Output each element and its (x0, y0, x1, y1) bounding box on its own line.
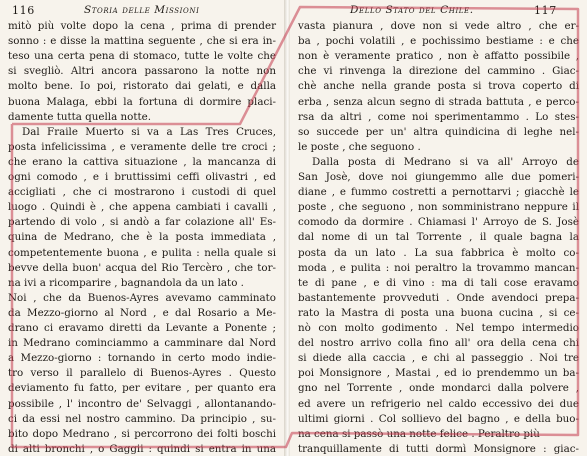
text-line: diane , e fummo costretti a pernottarvi ; giacchè le (298, 186, 579, 199)
text-line: si diede alla caccia , e chi al passeggio . Noi tre (298, 352, 579, 365)
text-line: buona Malaga, ebbi la fortuna di dormire placi- (8, 95, 276, 108)
text-line: possibile , l' incontro de' Selvaggi , allontanando- (8, 397, 276, 410)
text-line: so succede per un' altra quindicina di leghe nel- (298, 125, 579, 138)
right-running-head: Dello Stato del Chile. (350, 4, 474, 16)
text-line: quina de Medrano, che è la posta immediata , (8, 231, 276, 244)
text-line: sonno : e disse la mattina seguente , che si era in- (8, 35, 276, 48)
right-page (290, 0, 587, 456)
text-line: poi Monsignore , Mastai , ed io prendemmo un ba- (298, 367, 579, 380)
left-running-head: Storia delle Missioni (84, 4, 200, 16)
text-line: di alti bronchi , o Gaggii : quindi si entra in una (8, 442, 276, 455)
text-line: da Mezzo-giorno al Nord , e dal Rosario a Me- (8, 306, 276, 319)
text-line: nò con molto godimento . Nel tempo intermedio (298, 322, 579, 334)
text-line: molto bene. Io poi, ristorato dai gelati, e dalla (8, 80, 276, 93)
text-line: mitò più volte dopo la cena , prima di prender (8, 20, 276, 32)
text-line: del nostro arrivo colla fino all' ora della cena chi (298, 337, 579, 350)
text-line: che vi rinvenga la direzione del cammino . Giac- (298, 65, 579, 78)
text-line: ogni comodo , e i bruttissimi ceffi olivastri , ed (8, 171, 276, 183)
text-line: luogo . Quindi è , che appena cambiati i cavalli , (8, 201, 276, 214)
text-line: ed avere un refrigerio nel caldo eccessivo dei due (298, 397, 579, 410)
text-line: accigliati , che ci mostrarono i custodi di quel (8, 186, 276, 199)
text-line: San Josè, dove noi giungemmo alle due pomeri- (298, 171, 579, 183)
text-line: bevve della buon' acqua del Rio Tercèro , che tor- (8, 261, 276, 274)
text-line: Noi , che da Buenos-Ayres avevamo camminato (8, 291, 276, 304)
right-page-number: 117 (534, 4, 557, 17)
text-line: a Mezzo-giorno : tornando in certo modo indie- (8, 352, 276, 365)
text-line: na ivi a ricomparire , bagnandola da un lato . (8, 276, 244, 289)
text-line: rato la Mastra di posta una buona cucina , si ce- (298, 306, 579, 319)
text-line: teso una certa pena di stomaco, tutte le volte che (8, 50, 276, 63)
text-line: te di pane , e di vino : ma di tali cose eravamo (298, 276, 579, 289)
left-page-number: 116 (12, 4, 35, 17)
text-line: in Medrano cominciammo a camminare dal Nord (8, 337, 276, 350)
text-line: le poste , che seguono . (298, 140, 421, 153)
text-line: deviamento fu fatto, per evitare , per quanto era (8, 382, 276, 395)
text-line: non è veramente pratico , non è affatto possibile , (298, 50, 579, 63)
left-page-header (0, 2, 284, 18)
text-line: damente tutta quella notte. (8, 110, 151, 123)
text-line: si svegliò. Altri ancora passarono la notte non (8, 65, 276, 78)
text-line: rsa da altri , come noi sperimentammo . Lo stes- (298, 110, 579, 123)
right-page-header (290, 2, 587, 18)
text-line: Dal Fraile Muerto si va a Las Tres Cruces, (22, 125, 276, 138)
text-line: partendo di volo , si andò a far colazione all' Es- (8, 216, 276, 229)
text-line: competentemente buona , e pulita : nella quale si (8, 246, 276, 259)
text-line: posta infelicissima , e veramente delle tre croci ; (8, 140, 276, 153)
text-line: gno nel Torrente , onde mondarci dalla polvere , (298, 382, 579, 395)
text-line: vasta pianura , dove non si vede altro , che er- (298, 20, 579, 32)
text-line: ba , pochi volatili , e pochissimo bestiame : e che (298, 35, 579, 48)
text-line: drano ci eravamo diretti da Levante a Ponente ; (8, 322, 276, 334)
text-line: tranquillamente di tutti dormì Monsignore : giac- (298, 442, 579, 455)
text-line: moda , e pulita : noi peraltro la trovammo mancan- (298, 261, 579, 274)
text-line: na cena si passò una notte felice . Peraltro più (298, 427, 540, 440)
text-line: bito dopo Medrano , si percorrono dei folti boschi (8, 427, 276, 440)
text-line: bastantemente provveduti . Onde avendoci prepa- (298, 291, 579, 304)
left-page (0, 0, 284, 456)
text-line: ultimi giorni . Col sollievo del bagno , e della buo- (298, 412, 579, 425)
text-line: poste , che seguono , non somministrano neppure il (298, 201, 579, 214)
text-line: Dalla posta di Medrano si va all' Arroyo de (312, 155, 579, 168)
text-line: chè anche nella grande posta si trova coperto di (298, 80, 579, 93)
text-line: posta da un lato . La sua fabbrica è molto co- (298, 246, 579, 259)
text-line: ci da essi nel nostro cammino. Da principio , su- (8, 412, 276, 425)
text-line: erba , senza alcun segno di strada battuta , e perco- (298, 95, 579, 108)
text-line: tro verso il parallelo di Buenos-Ayres . Questo (8, 367, 276, 380)
text-line: comodo da dormire . Chiamasi l' Arroyo de S. Josè (298, 216, 579, 229)
text-line: che erano la cattiva situazione , la mancanza di (8, 155, 276, 168)
text-line: dal nome di un tal Torrente , il quale bagna la (298, 231, 579, 244)
